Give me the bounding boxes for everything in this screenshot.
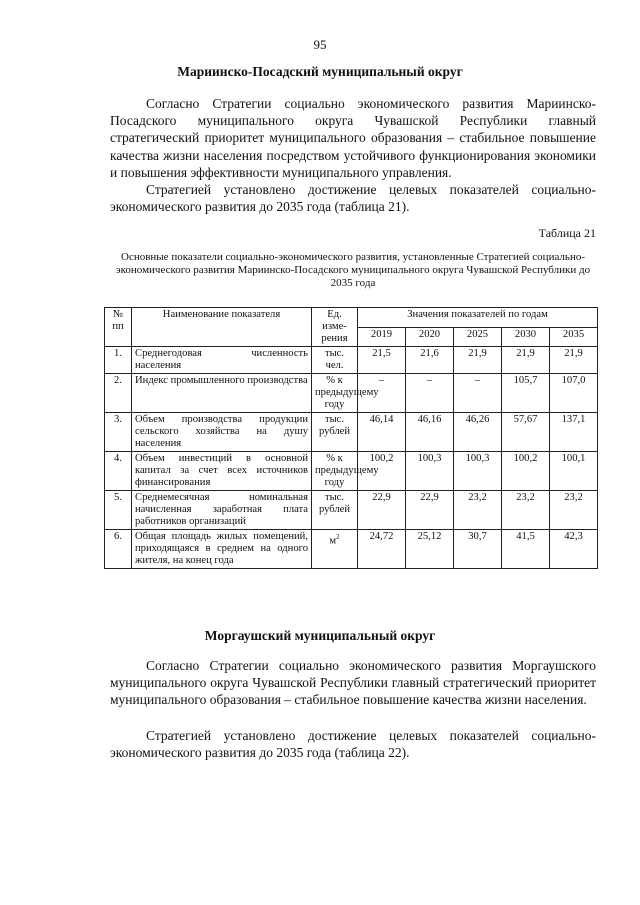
col-header-num: № пп [105, 308, 132, 347]
row-value: 100,2 [502, 452, 550, 491]
row-name: Общая площадь жилых помещений, приходящаяся в среднем на одного жителя, на конец года [132, 530, 312, 569]
row-value: 57,67 [502, 413, 550, 452]
page-number: 95 [313, 37, 327, 52]
row-unit: % к предыдущему году [312, 374, 358, 413]
table-row [105, 413, 598, 452]
col-header-year: 2035 [550, 327, 598, 347]
col-header-year: 2019 [358, 327, 406, 347]
table-label: Таблица 21 [538, 226, 596, 240]
row-num: 6. [105, 530, 132, 569]
col-header-unit: Ед. изме-рения [312, 308, 358, 347]
row-value: 100,3 [454, 452, 502, 491]
row-value: 23,2 [550, 491, 598, 530]
table-row [105, 374, 598, 413]
col-header-values-group: Значения показателей по годам [358, 308, 598, 328]
row-unit: тыс. рублей [312, 413, 358, 452]
row-value: – [358, 374, 406, 413]
table-header-row [105, 308, 598, 328]
row-unit-base: м [329, 535, 337, 547]
section1-paragraph-2: Стратегией установлено достижение целевых показателей социально-экономического развития до 2035 года (таблица 21). [110, 182, 596, 215]
row-value: 23,2 [454, 491, 502, 530]
row-value: 21,9 [550, 347, 598, 374]
row-value: 100,2 [358, 452, 406, 491]
row-value: 137,1 [550, 413, 598, 452]
row-num: 4. [105, 452, 132, 491]
col-header-year: 2025 [454, 327, 502, 347]
table-caption: Основные показатели социально-экономического развития, установленные Стратегией социально-экономического развития Мариинско-Посадского муниципального округа Чувашской Республики до 2035 года [115, 251, 591, 289]
row-value: 30,7 [454, 530, 502, 569]
row-value: – [406, 374, 454, 413]
row-unit [312, 530, 358, 569]
row-value: 46,16 [406, 413, 454, 452]
row-value: 107,0 [550, 374, 598, 413]
row-value: 105,7 [502, 374, 550, 413]
row-value: 21,9 [502, 347, 550, 374]
row-value: 41,5 [502, 530, 550, 569]
indicators-table [104, 307, 598, 569]
row-value: 25,12 [406, 530, 454, 569]
col-header-year: 2030 [502, 327, 550, 347]
row-num: 5. [105, 491, 132, 530]
row-name: Индекс промышленного производства [132, 374, 312, 413]
row-unit-superscript: 2 [336, 533, 340, 541]
row-value: – [454, 374, 502, 413]
row-num: 2. [105, 374, 132, 413]
section-title-mariinsko-posadsky: Мариинско-Посадский муниципальный округ [177, 64, 463, 79]
section2-paragraph-1: Согласно Стратегии социально экономического развития Моргаушского муниципального округа Чувашской Республики главный стратегический приоритет муниципального образования – стабильное повышение качества жизни населения. [110, 658, 596, 708]
col-header-name: Наименование показателя [132, 308, 312, 347]
row-value: 22,9 [406, 491, 454, 530]
row-value: 21,6 [406, 347, 454, 374]
row-num: 3. [105, 413, 132, 452]
col-header-year: 2020 [406, 327, 454, 347]
row-name: Среднегодовая численность населения [132, 347, 312, 374]
row-value: 22,9 [358, 491, 406, 530]
section-title-morgaushsky: Моргаушский муниципальный округ [204, 628, 436, 643]
row-unit: % к предыдущему году [312, 452, 358, 491]
table-row [105, 491, 598, 530]
row-name: Среднемесячная номинальная начисленная заработная плата работников организаций [132, 491, 312, 530]
row-value: 21,9 [454, 347, 502, 374]
row-name: Объем производства продукции сельского хозяйства на душу населения [132, 413, 312, 452]
section2-paragraph-2: Стратегией установлено достижение целевых показателей социально-экономического развития до 2035 года (таблица 22). [110, 728, 596, 761]
row-value: 100,3 [406, 452, 454, 491]
table-row [105, 347, 598, 374]
row-value: 46,26 [454, 413, 502, 452]
row-unit: тыс. чел. [312, 347, 358, 374]
row-value: 24,72 [358, 530, 406, 569]
row-value: 42,3 [550, 530, 598, 569]
row-name: Объем инвестиций в основной капитал за счет всех источников финансирования [132, 452, 312, 491]
row-unit: тыс. рублей [312, 491, 358, 530]
table-row [105, 452, 598, 491]
section1-paragraph-1: Согласно Стратегии социально экономического развития Мариинско-Посадского муниципального округа Чувашской Республики главный стратегический приоритет муниципального образования – стабильное повышение качества жизни населения посредством устойчивого функционирования экономики и повышения эффективности муниципального управления. [110, 96, 596, 180]
table-row [105, 530, 598, 569]
row-value: 46,14 [358, 413, 406, 452]
row-value: 21,5 [358, 347, 406, 374]
row-value: 23,2 [502, 491, 550, 530]
row-value: 100,1 [550, 452, 598, 491]
row-num: 1. [105, 347, 132, 374]
